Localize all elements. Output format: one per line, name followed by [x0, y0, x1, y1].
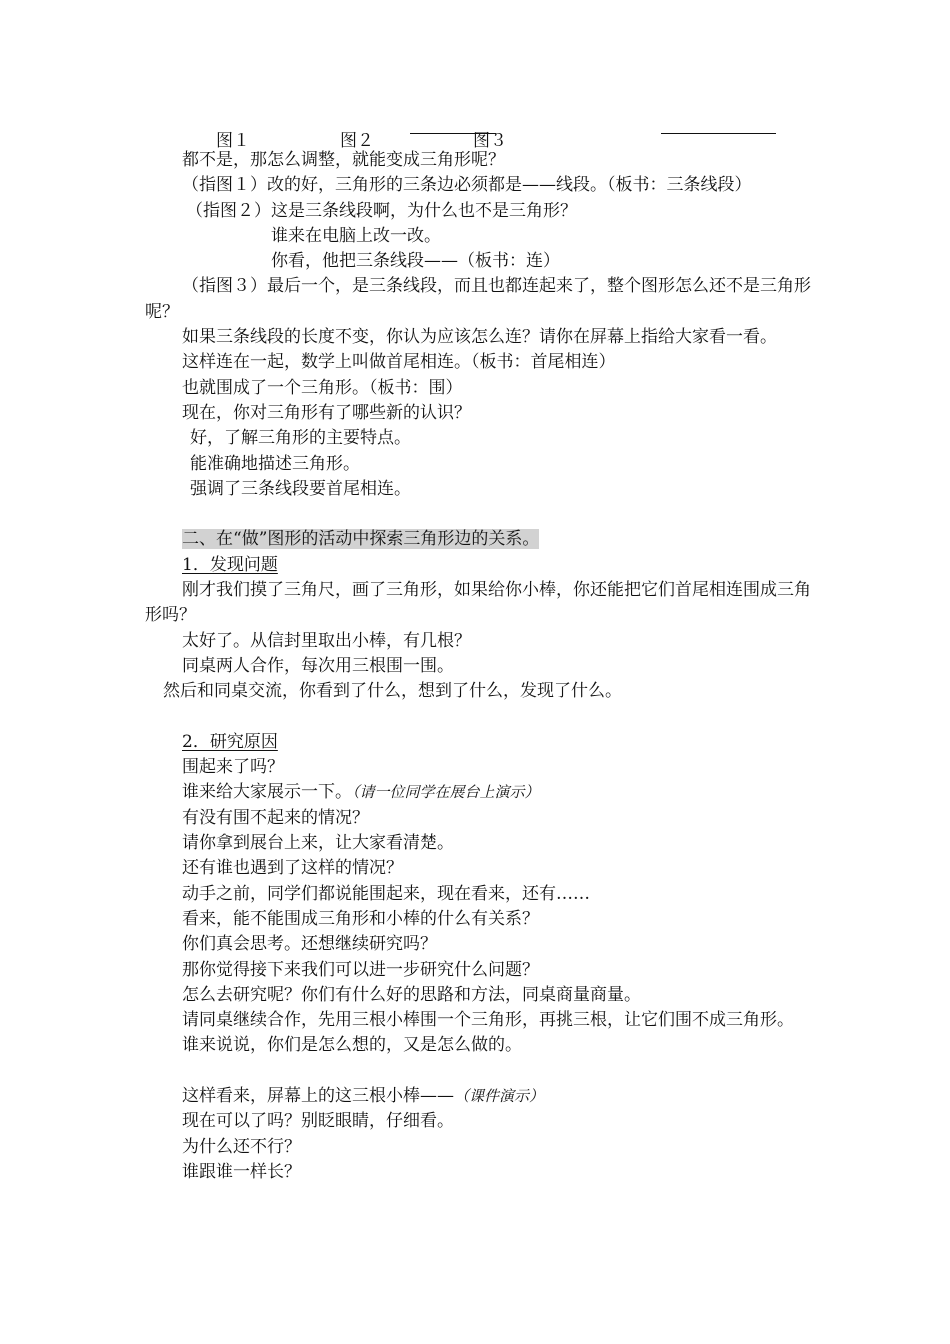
stage-note: （请一位同学在展台上演示） — [352, 783, 540, 802]
paragraph: 太好了。从信封里取出小棒，有几根？ — [182, 630, 471, 651]
blank-line — [145, 705, 813, 730]
paragraph: 还有谁也遇到了这样的情况？ — [182, 858, 403, 879]
paragraph: 现在，你对三角形有了哪些新的认识？ — [182, 402, 471, 423]
paragraph: 强调了三条线段要首尾相连。 — [190, 478, 411, 499]
paragraph-text: 这样看来，屏幕上的这三根小棒—— — [182, 1085, 454, 1106]
paragraph: 动手之前，同学们都说能围起来，现在看来，还有…… — [182, 883, 590, 904]
document-body — [145, 148, 813, 1185]
paragraph: 请同桌继续合作，先用三根小棒围一个三角形，再挑三根，让它们围不成三角形。 — [182, 1010, 794, 1031]
blank-line — [145, 502, 813, 527]
paragraph: 你看，他把三条线段——（板书：连） — [271, 251, 560, 272]
subheading-research-reason: 2．研究原因 — [182, 731, 278, 752]
paragraph: 现在可以了吗？别眨眼睛，仔细看。 — [182, 1111, 454, 1132]
figure-1-caption: 图１ — [216, 131, 250, 151]
paragraph: 同桌两人合作，每次用三根围一围。 — [182, 655, 454, 676]
paragraph-text: 谁来给大家展示一下。 — [182, 782, 352, 803]
paragraph: 请你拿到展台上来，让大家看清楚。 — [182, 833, 454, 854]
paragraph: 怎么去研究呢？你们有什么好的思路和方法，同桌商量商量。 — [182, 984, 641, 1005]
paragraph: 谁来说说，你们是怎么想的，又是怎么做的。 — [182, 1035, 522, 1056]
figure-2-caption: 图２ — [340, 131, 374, 151]
paragraph: 这样连在一起，数学上叫做首尾相连。（板书：首尾相连） — [182, 352, 616, 373]
paragraph: （指图２）这是三条线段啊，为什么也不是三角形？ — [186, 200, 577, 221]
blank-line — [145, 1059, 813, 1084]
figure-3-caption: 图３ — [473, 131, 507, 151]
paragraph: 有没有围不起来的情况？ — [182, 807, 369, 828]
subheading-discover-problem: 1．发现问题 — [182, 554, 278, 575]
paragraph: 如果三条线段的长度不变，你认为应该怎么连？请你在屏幕上指给大家看一看。 — [182, 327, 777, 348]
paragraph: 也就围成了一个三角形。（板书：围） — [182, 377, 463, 398]
paragraph: 你们真会思考。还想继续研究吗？ — [182, 934, 437, 955]
stage-note: （课件演示） — [454, 1086, 545, 1105]
paragraph: 为什么还不行？ — [182, 1136, 301, 1157]
paragraph: 看来，能不能围成三角形和小棒的什么有关系？ — [182, 908, 539, 929]
figure-captions-row — [0, 126, 950, 151]
paragraph: （指图３）最后一个，是三条线段，而且也都连起来了，整个图形怎么还不是三角形呢？ — [145, 276, 811, 322]
subheading-row — [145, 553, 813, 578]
paragraph: 刚才我们摸了三角尺，画了三角形，如果给你小棒，你还能把它们首尾相连围成三角形吗？ — [145, 580, 811, 626]
paragraph: 谁来在电脑上改一改。 — [271, 225, 441, 246]
section-heading-row — [145, 527, 813, 552]
paragraph: 能准确地描述三角形。 — [190, 453, 360, 474]
paragraph: 好，了解三角形的主要特点。 — [190, 428, 411, 449]
paragraph: 围起来了吗？ — [182, 757, 284, 778]
subheading-row — [145, 730, 813, 755]
paragraph: （指图１）改的好，三角形的三条边必须都是——线段。（板书：三条线段） — [182, 175, 752, 196]
section-heading: 二、在“做”图形的活动中探索三角形边的关系。 — [182, 529, 540, 550]
paragraph-with-note — [145, 1084, 813, 1109]
paragraph: 那你觉得接下来我们可以进一步研究什么问题？ — [182, 959, 539, 980]
paragraph: 谁跟谁一样长？ — [182, 1161, 301, 1182]
figure-line-segment — [661, 133, 776, 134]
paragraph: 都不是，那怎么调整，就能变成三角形呢？ — [182, 150, 505, 170]
paragraph: 然后和同桌交流，你看到了什么，想到了什么，发现了什么。 — [163, 681, 622, 702]
paragraph-with-note — [145, 780, 813, 805]
